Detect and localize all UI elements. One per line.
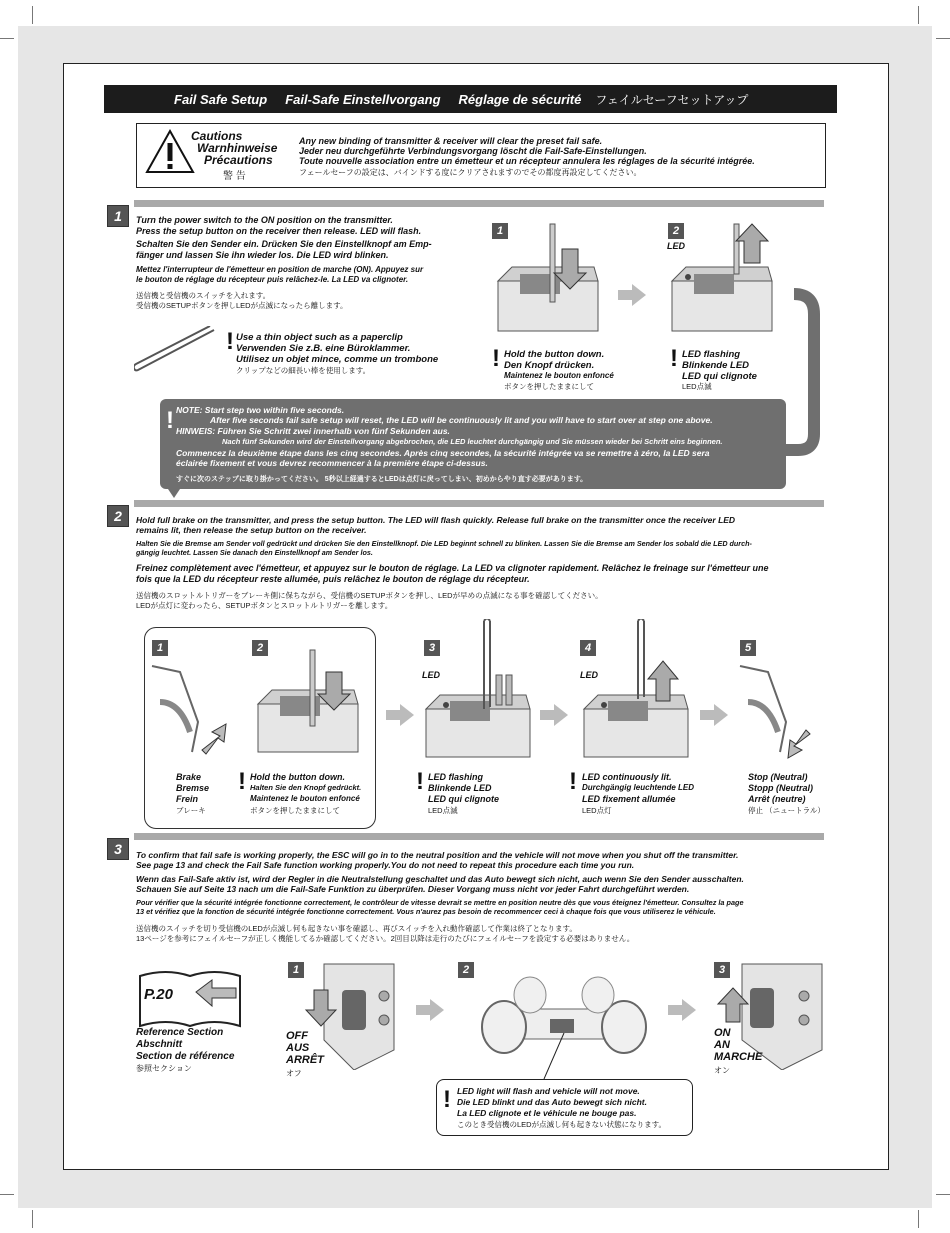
led-note-fr: La LED clignote et le véhicule ne bouge pas. bbox=[457, 1108, 637, 1118]
flash-exclamation-icon: ! bbox=[670, 345, 678, 372]
step-3-badge: 3 bbox=[107, 838, 129, 860]
note-en-1: NOTE: Start step two within five seconds. bbox=[176, 405, 345, 415]
step-2-text-de: Halten Sie die Bremse am Sender voll gedrückt und drücken Sie den Einstellknopf. Die LED beginnt schnell zu blinken. Lassen Sie die Bremse am Sender los sobald die LED durch- gängig leuchtet. Lassen Sie danach den Einstellknopf am Sender los. bbox=[136, 539, 752, 557]
step-1-hold-jp: ボタンを押したままにして bbox=[504, 382, 594, 391]
tip-de: Verwenden Sie z.B. eine Büroklammer. bbox=[236, 343, 411, 354]
stop-fr: Arrêt (neutre) bbox=[748, 794, 806, 804]
step-2-panel-4-badge: 4 bbox=[580, 640, 596, 656]
step-3-bar bbox=[134, 833, 824, 840]
step-2-lit-exclamation-icon: ! bbox=[569, 768, 577, 795]
cautions-label-fr: Précautions bbox=[204, 153, 273, 167]
step-2-lit-en: LED continuously lit. bbox=[582, 772, 672, 782]
note-en-2: After five seconds fail safe setup will reset, the LED will be continuously lit and you will have to start over at step one above. bbox=[210, 415, 713, 425]
brake-de: Bremse bbox=[176, 783, 210, 793]
reference-jp: 参照セクション bbox=[136, 1064, 192, 1073]
step-1-text-de: Schalten Sie den Sender ein. Drücken Sie den Einstellknopf am Emp- fänger und lassen Sie ihn wieder los. Die LED wird blinken. bbox=[136, 239, 432, 260]
off-de: AUS bbox=[286, 1042, 310, 1054]
cautions-text-jp: フェールセーフの設定は、バインドする度にクリアされますのでその都度再設定してください。 bbox=[299, 168, 642, 177]
step-1-bar bbox=[134, 200, 824, 207]
step-2-hold-de: Halten Sie den Knopf gedrückt. bbox=[250, 783, 362, 792]
crop-mark bbox=[918, 6, 919, 24]
led-note-jp: このとき受信機のLEDが点滅し何も起きない状態になります。 bbox=[457, 1120, 666, 1129]
step-2-panel-2-badge: 2 bbox=[252, 640, 268, 656]
on-fr: MARCHE bbox=[714, 1051, 763, 1063]
step-2-flash-en: LED flashing bbox=[428, 772, 484, 782]
step-1-text-en: Turn the power switch to the ON position on the transmitter. Press the setup button on the receiver then release. LED will flash. bbox=[136, 215, 422, 236]
step-3-arrow-2-icon bbox=[682, 999, 696, 1021]
cautions-text-de: Jeder neu durchgeführte Verbindungsvorgang löscht die Fail-Safe-Einstellungen. bbox=[299, 146, 647, 156]
step-1-panel-2-badge: 2 bbox=[668, 223, 684, 239]
crop-mark bbox=[32, 1210, 33, 1228]
step-1-flash-jp: LED点滅 bbox=[682, 382, 712, 391]
cautions-box bbox=[136, 123, 826, 188]
brake-fr: Frein bbox=[176, 794, 199, 804]
step-1-text-fr: Mettez l'interrupteur de l'émetteur en position de marche (ON). Appuyez sur le bouton de réglage du récepteur puis relâchez-le. La LED va clignoter. bbox=[136, 265, 424, 284]
tip-exclamation-icon: ! bbox=[226, 328, 234, 355]
step-3-text-fr: Pour vérifier que la sécurité intégrée fonctionne correctement, le contrôleur de vitesse devrait se mettre en position neutre dès que vous éteignez l'émetteur. Consultez la page 13 et vérifiez que la fonction de sécurité intégrée fonctionne correctement. Vous n'aurez pas besoin de recommencer ceci à chaque fois que vous utiliserez le véhicule. bbox=[136, 898, 744, 916]
cautions-label-jp: 警 告 bbox=[223, 171, 246, 182]
step-1-flash-en: LED flashing bbox=[682, 349, 741, 360]
step-2-badge: 2 bbox=[107, 505, 129, 527]
page-title-bar bbox=[104, 85, 837, 113]
step-2-flash-jp: LED点滅 bbox=[428, 806, 458, 815]
title-fr: Réglage de sécurité bbox=[458, 91, 582, 107]
step-2-lit-fr: LED fixement allumée bbox=[582, 794, 676, 804]
step-3-panel-2-badge: 2 bbox=[458, 962, 474, 978]
receiver-press-illustration-2 bbox=[250, 644, 370, 764]
step-1-hold-fr: Maintenez le bouton enfoncé bbox=[504, 371, 614, 380]
step-2-led-label-3: LED bbox=[422, 670, 440, 680]
step-2-hold-fr: Maintenez le bouton enfoncé bbox=[250, 794, 360, 803]
step-2-flash-de: Blinkende LED bbox=[428, 783, 492, 793]
led-note-en: LED light will flash and vehicle will not move. bbox=[457, 1086, 640, 1096]
step-3-text-jp: 送信機のスイッチを切り受信機のLEDが点滅し何も起きない事を確認し、再びスイッチを入れ動作確認して作業は終了となります。 13ページを参考にフェイルセーフが正しく機能してるか確認してください。2回目以降は走行のたびにフェイルセーフを設定する必要はありません。 bbox=[136, 924, 635, 943]
step-2-arrow-1-icon bbox=[400, 704, 414, 726]
step-3-panel-3-badge: 3 bbox=[714, 962, 730, 978]
step-2-arrow-2-icon bbox=[554, 704, 568, 726]
step-2-lit-de: Durchgängig leuchtende LED bbox=[582, 783, 695, 792]
on-en: ON bbox=[714, 1027, 731, 1039]
cautions-label-de: Warnhinweise bbox=[197, 141, 278, 155]
step-1-hold-de: Den Knopf drücken. bbox=[504, 360, 595, 371]
transmitter-brake-illustration bbox=[150, 662, 240, 762]
title-de: Fail-Safe Einstellvorgang bbox=[285, 91, 441, 107]
step-2-hold-exclamation-icon: ! bbox=[238, 768, 246, 795]
note-de-1: HINWEIS: Führen Sie Schritt zwei innerhalb von fünf Sekunden aus. bbox=[176, 426, 450, 436]
step-1-led-label: LED bbox=[667, 241, 685, 251]
led-note-de: Die LED blinkt und das Auto bewegt sich nicht. bbox=[457, 1097, 648, 1107]
step-3-panel-1-badge: 1 bbox=[288, 962, 304, 978]
note-jp: すぐに次のステップに取り掛かってください。 5秒以上経過するとLEDは点灯に戻ってしまい、初めからやり直す必要があります。 bbox=[176, 476, 588, 483]
crop-mark bbox=[32, 6, 33, 24]
step-2-led-label-4: LED bbox=[580, 670, 598, 680]
step-2-lit-jp: LED点灯 bbox=[582, 806, 612, 815]
vehicle-illustration bbox=[474, 969, 654, 1079]
brake-en: Brake bbox=[176, 772, 202, 782]
note-exclamation-icon: ! bbox=[166, 407, 174, 434]
step-1-text-jp: 送信機と受信機のスイッチを入れます。 受信機のSETUPボタンを押しLEDが点滅になったら離します。 bbox=[136, 291, 348, 310]
crop-mark bbox=[0, 38, 14, 39]
title-jp: フェイルセーフセットアップ bbox=[595, 92, 749, 107]
note-box bbox=[160, 399, 786, 489]
step-2-panel-1-badge: 1 bbox=[152, 640, 168, 656]
tip-fr: Utilisez un objet mince, comme un trombone bbox=[236, 354, 439, 365]
reference-en: Reference Section bbox=[136, 1027, 224, 1038]
led-note-box bbox=[436, 1079, 693, 1136]
step-1-hold-en: Hold the button down. bbox=[504, 349, 605, 360]
step-2-text-fr: Freinez complètement avec l'émetteur, et appuyez sur le bouton de réglage. La LED va clignoter rapidement. Relâchez le freinage sur l'émetteur une fois que la LED du récepteur reste allumée, puis relâchez le bouton de réglage du récepteur. bbox=[136, 563, 769, 584]
warning-triangle-icon bbox=[145, 128, 195, 174]
manual-page bbox=[63, 63, 889, 1170]
step-2-hold-jp: ボタンを押したままにして bbox=[250, 806, 340, 815]
hold-exclamation-icon: ! bbox=[492, 345, 500, 372]
reference-fr: Section de référence bbox=[136, 1051, 235, 1062]
transmitter-neutral-illustration bbox=[738, 662, 828, 762]
brake-jp: ブレーキ bbox=[176, 806, 206, 815]
note-fr: Commencez la deuxième étape dans les cinq secondes. Après cinq secondes, la sécurité intégrée va se remettre à zéro, la LED sera éclairée fixement et vous devrez recommencer à la première étape ci-dessus. bbox=[176, 448, 710, 469]
stop-de: Stopp (Neutral) bbox=[748, 783, 813, 793]
step-2-panel-5-badge: 5 bbox=[740, 640, 756, 656]
step-1-flash-fr: LED qui clignote bbox=[682, 371, 757, 382]
cautions-label-en: Cautions bbox=[191, 129, 243, 143]
off-fr: ARRÊT bbox=[286, 1054, 324, 1066]
crop-mark bbox=[936, 1194, 950, 1195]
step-3-text-de: Wenn das Fail-Safe aktiv ist, wird der Regler in die Neutralstellung geschaltet und das Auto bewegt sich nicht, auch wenn Sie den Sender ausschalten. Schauen Sie auf Seite 13 nach um die Fail-Safe Funktion zu überprüfen. Dieser Vorgang muss nicht vor jeder Fahrt durchgeführt werden. bbox=[136, 874, 744, 895]
cautions-text-fr: Toute nouvelle association entre un émetteur et un récepteur annulera les réglages de la sécurité intégrée. bbox=[299, 156, 755, 166]
on-jp: オン bbox=[714, 1066, 730, 1075]
crop-mark bbox=[0, 1194, 14, 1195]
step-2-flash-fr: LED qui clignote bbox=[428, 794, 499, 804]
title-en: Fail Safe Setup bbox=[174, 91, 268, 107]
step-1-panel-1-badge: 1 bbox=[492, 223, 508, 239]
off-en: OFF bbox=[286, 1030, 308, 1042]
on-de: AN bbox=[714, 1039, 730, 1051]
receiver-lit-illustration bbox=[578, 619, 698, 769]
step-2-bar bbox=[134, 500, 824, 507]
step-2-panel-3-badge: 3 bbox=[424, 640, 440, 656]
led-note-exclamation-icon: ! bbox=[443, 1086, 451, 1113]
step-2-text-en: Hold full brake on the transmitter, and press the setup button. The LED will flash quickly. Release full brake on the transmitter once the receiver LED remains lit, then release the setup button on the receiver. bbox=[136, 515, 736, 536]
step-2-text-jp: 送信機のスロットルトリガーをブレーキ側に保ちながら、受信機のSETUPボタンを押し、LEDが早めの点滅になる事を確認してください。 LEDが点灯に変わったら、SETUPボタンとスロットルトリガーを離します。 bbox=[136, 591, 603, 610]
reference-de: Abschnitt bbox=[136, 1039, 183, 1050]
tip-en: Use a thin object such as a paperclip bbox=[236, 332, 403, 343]
note-de-2: Nach fünf Sekunden wird der Einstellvorgang abgebrochen, die LED leuchtet durchgängig und Sie müssen wieder bei Schritt eins beginnen. bbox=[222, 437, 723, 446]
tip-jp: クリップなどの細長い棒を使用します。 bbox=[236, 366, 371, 375]
crop-mark bbox=[936, 38, 950, 39]
step-3-arrow-1-icon bbox=[430, 999, 444, 1021]
step-3-text-en: To confirm that fail safe is working properly, the ESC will go in to the neutral position and the vehicle will not move when you shut off the transmitter. See page 13 and check the Fail Safe function working properly.You do not need to repeat this procedure each time you run. bbox=[136, 850, 739, 871]
step-1-badge: 1 bbox=[107, 205, 129, 227]
stop-jp: 停止 （ニュートラル） bbox=[748, 806, 825, 815]
step-2-arrow-3-icon bbox=[714, 704, 728, 726]
step-2-flash-exclamation-icon: ! bbox=[416, 768, 424, 795]
reference-page-number: P.20 bbox=[144, 986, 173, 1003]
stop-en: Stop (Neutral) bbox=[748, 772, 808, 782]
receiver-flashing-illustration bbox=[420, 619, 540, 769]
step-1-flash-de: Blinkende LED bbox=[682, 360, 750, 371]
off-jp: オフ bbox=[286, 1069, 302, 1078]
step-2-hold-en: Hold the button down. bbox=[250, 772, 345, 782]
cautions-text-en: Any new binding of transmitter & receiver will clear the preset fail safe. bbox=[299, 136, 603, 146]
crop-mark bbox=[918, 1210, 919, 1228]
